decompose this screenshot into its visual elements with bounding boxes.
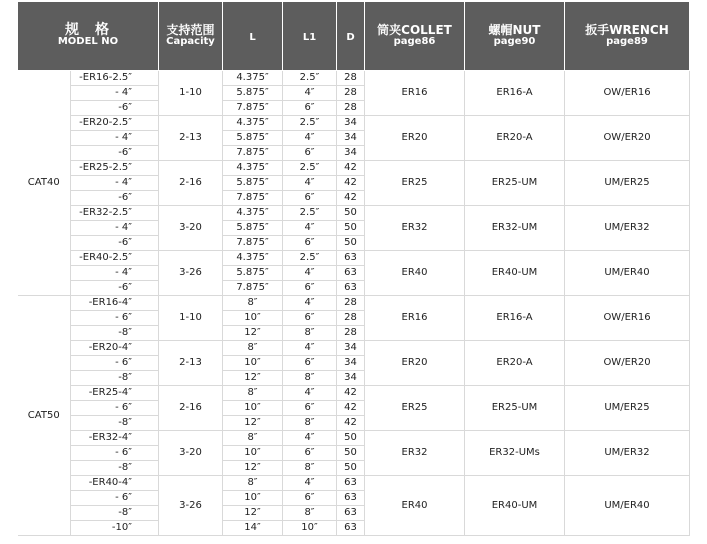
l1-cell: 6″ <box>283 446 337 461</box>
model-cell: -ER32-4″ <box>71 431 159 446</box>
d-cell: 63 <box>337 506 365 521</box>
d-cell: 28 <box>337 311 365 326</box>
header-wrench-cn: 扳手WRENCH <box>585 23 669 37</box>
table-row <box>18 296 690 311</box>
nut-cell: ER25-UM <box>465 386 565 431</box>
l-cell: 8″ <box>223 431 283 446</box>
header-capacity <box>159 2 223 71</box>
model-cell: - 4″ <box>71 221 159 236</box>
capacity-cell: 2-16 <box>159 386 223 431</box>
l1-cell: 8″ <box>283 416 337 431</box>
wrench-cell: OW/ER20 <box>565 116 690 161</box>
l1-cell: 4″ <box>283 431 337 446</box>
wrench-cell: UM/ER32 <box>565 206 690 251</box>
wrench-cell: UM/ER25 <box>565 161 690 206</box>
d-cell: 63 <box>337 521 365 536</box>
model-cell: -ER16-2.5″ <box>71 71 159 86</box>
header-wrench <box>565 2 690 71</box>
table-row <box>18 341 690 356</box>
nut-cell: ER32-UM <box>465 206 565 251</box>
table-row <box>18 116 690 131</box>
l1-cell: 4″ <box>283 86 337 101</box>
capacity-cell: 1-10 <box>159 71 223 116</box>
collet-cell: ER20 <box>365 116 465 161</box>
l1-cell: 8″ <box>283 506 337 521</box>
l-cell: 8″ <box>223 296 283 311</box>
l1-cell: 6″ <box>283 491 337 506</box>
table-row <box>18 476 690 491</box>
wrench-cell: OW/ER16 <box>565 296 690 341</box>
d-cell: 50 <box>337 431 365 446</box>
capacity-cell: 2-16 <box>159 161 223 206</box>
l-cell: 7.875″ <box>223 191 283 206</box>
l1-cell: 4″ <box>283 386 337 401</box>
l-cell: 8″ <box>223 386 283 401</box>
d-cell: 63 <box>337 251 365 266</box>
header-nut-en: page90 <box>493 36 536 47</box>
l-cell: 10″ <box>223 446 283 461</box>
d-cell: 34 <box>337 131 365 146</box>
d-cell: 34 <box>337 341 365 356</box>
collet-cell: ER40 <box>365 476 465 536</box>
model-cell: -6″ <box>71 146 159 161</box>
header-model <box>18 2 159 71</box>
l-cell: 10″ <box>223 311 283 326</box>
d-cell: 63 <box>337 491 365 506</box>
d-cell: 50 <box>337 236 365 251</box>
spec-table-container <box>17 1 690 536</box>
d-cell: 42 <box>337 191 365 206</box>
model-cell: -ER32-2.5″ <box>71 206 159 221</box>
l-cell: 4.375″ <box>223 116 283 131</box>
model-cell: -8″ <box>71 371 159 386</box>
model-cell: - 4″ <box>71 131 159 146</box>
l1-cell: 6″ <box>283 146 337 161</box>
header-nut-cn: 螺帽NUT <box>488 23 541 37</box>
collet-cell: ER20 <box>365 341 465 386</box>
capacity-cell: 3-20 <box>159 431 223 476</box>
model-cell: -ER40-4″ <box>71 476 159 491</box>
model-cell: -ER16-4″ <box>71 296 159 311</box>
l-cell: 12″ <box>223 461 283 476</box>
l1-cell: 2.5″ <box>283 71 337 86</box>
l-cell: 5.875″ <box>223 266 283 281</box>
l-cell: 4.375″ <box>223 71 283 86</box>
d-cell: 42 <box>337 416 365 431</box>
collet-cell: ER16 <box>365 71 465 116</box>
model-cell: -8″ <box>71 416 159 431</box>
l1-cell: 6″ <box>283 191 337 206</box>
header-collet-en: page86 <box>393 36 436 47</box>
model-cell: - 4″ <box>71 176 159 191</box>
collet-cell: ER25 <box>365 386 465 431</box>
l1-cell: 8″ <box>283 461 337 476</box>
d-cell: 63 <box>337 281 365 296</box>
nut-cell: ER16-A <box>465 71 565 116</box>
capacity-cell: 3-20 <box>159 206 223 251</box>
nut-cell: ER20-A <box>465 116 565 161</box>
d-cell: 28 <box>337 326 365 341</box>
model-cell: - 6″ <box>71 401 159 416</box>
l-cell: 8″ <box>223 476 283 491</box>
d-cell: 50 <box>337 206 365 221</box>
wrench-cell: UM/ER25 <box>565 386 690 431</box>
l-cell: 7.875″ <box>223 236 283 251</box>
model-cell: - 6″ <box>71 356 159 371</box>
collet-cell: ER40 <box>365 251 465 296</box>
header-nut <box>465 2 565 71</box>
l-cell: 14″ <box>223 521 283 536</box>
l1-cell: 4″ <box>283 221 337 236</box>
collet-cell: ER32 <box>365 206 465 251</box>
l1-cell: 4″ <box>283 131 337 146</box>
wrench-cell: OW/ER16 <box>565 71 690 116</box>
header-row <box>18 2 690 71</box>
nut-cell: ER25-UM <box>465 161 565 206</box>
l1-cell: 2.5″ <box>283 206 337 221</box>
d-cell: 50 <box>337 221 365 236</box>
header-model-en: MODEL NO <box>57 36 119 47</box>
header-l1 <box>283 2 337 71</box>
table-row <box>18 161 690 176</box>
model-cell: -ER20-4″ <box>71 341 159 356</box>
table-row <box>18 251 690 266</box>
model-cell: - 4″ <box>71 86 159 101</box>
d-cell: 34 <box>337 371 365 386</box>
table-header <box>18 2 690 71</box>
nut-cell: ER32-UMs <box>465 431 565 476</box>
header-model-cn: 规格 <box>65 22 125 38</box>
capacity-cell: 3-26 <box>159 476 223 536</box>
l1-cell: 8″ <box>283 371 337 386</box>
l-cell: 12″ <box>223 416 283 431</box>
d-cell: 28 <box>337 101 365 116</box>
l1-cell: 2.5″ <box>283 116 337 131</box>
l1-cell: 4″ <box>283 266 337 281</box>
model-cell: -6″ <box>71 281 159 296</box>
l1-cell: 4″ <box>283 296 337 311</box>
l-cell: 10″ <box>223 401 283 416</box>
d-cell: 42 <box>337 161 365 176</box>
wrench-cell: UM/ER32 <box>565 431 690 476</box>
nut-cell: ER40-UM <box>465 251 565 296</box>
d-cell: 50 <box>337 461 365 476</box>
model-cell: - 6″ <box>71 491 159 506</box>
capacity-cell: 2-13 <box>159 341 223 386</box>
l-cell: 7.875″ <box>223 146 283 161</box>
l1-cell: 8″ <box>283 326 337 341</box>
d-cell: 63 <box>337 476 365 491</box>
d-cell: 63 <box>337 266 365 281</box>
header-capacity-cn: 支持范围 <box>166 23 215 37</box>
header-d-label: D <box>346 31 355 43</box>
l-cell: 5.875″ <box>223 176 283 191</box>
model-cell: -6″ <box>71 101 159 116</box>
d-cell: 42 <box>337 401 365 416</box>
l-cell: 10″ <box>223 356 283 371</box>
header-collet-cn: 筒夹COLLET <box>377 23 452 37</box>
collet-cell: ER16 <box>365 296 465 341</box>
l1-cell: 6″ <box>283 236 337 251</box>
d-cell: 28 <box>337 86 365 101</box>
model-cell: - 6″ <box>71 446 159 461</box>
d-cell: 28 <box>337 296 365 311</box>
l-cell: 12″ <box>223 371 283 386</box>
header-capacity-en: Capacity <box>166 36 215 47</box>
nut-cell: ER16-A <box>465 296 565 341</box>
header-l-label: L <box>249 31 256 43</box>
model-cell: -8″ <box>71 506 159 521</box>
header-collet <box>365 2 465 71</box>
table-row <box>18 71 690 86</box>
l-cell: 5.875″ <box>223 86 283 101</box>
l-cell: 5.875″ <box>223 131 283 146</box>
collet-cell: ER32 <box>365 431 465 476</box>
model-cell: -6″ <box>71 191 159 206</box>
collet-cell: ER25 <box>365 161 465 206</box>
l-cell: 4.375″ <box>223 161 283 176</box>
model-cell: - 4″ <box>71 266 159 281</box>
wrench-cell: UM/ER40 <box>565 476 690 536</box>
nut-cell: ER40-UM <box>465 476 565 536</box>
l-cell: 7.875″ <box>223 281 283 296</box>
capacity-cell: 1-10 <box>159 296 223 341</box>
l-cell: 8″ <box>223 341 283 356</box>
table-row <box>18 431 690 446</box>
model-cell: -ER25-2.5″ <box>71 161 159 176</box>
l1-cell: 6″ <box>283 101 337 116</box>
model-cell: -ER20-2.5″ <box>71 116 159 131</box>
l1-cell: 2.5″ <box>283 251 337 266</box>
d-cell: 42 <box>337 386 365 401</box>
d-cell: 34 <box>337 116 365 131</box>
d-cell: 50 <box>337 446 365 461</box>
table-row <box>18 386 690 401</box>
d-cell: 28 <box>337 71 365 86</box>
l-cell: 7.875″ <box>223 101 283 116</box>
l1-cell: 6″ <box>283 311 337 326</box>
nut-cell: ER20-A <box>465 341 565 386</box>
model-cell: -8″ <box>71 326 159 341</box>
l1-cell: 4″ <box>283 341 337 356</box>
spec-table <box>17 1 690 536</box>
d-cell: 34 <box>337 356 365 371</box>
l-cell: 12″ <box>223 326 283 341</box>
wrench-cell: OW/ER20 <box>565 341 690 386</box>
l-cell: 5.875″ <box>223 221 283 236</box>
model-cell: -6″ <box>71 236 159 251</box>
l1-cell: 2.5″ <box>283 161 337 176</box>
model-cell: -8″ <box>71 461 159 476</box>
l1-cell: 4″ <box>283 176 337 191</box>
wrench-cell: UM/ER40 <box>565 251 690 296</box>
capacity-cell: 2-13 <box>159 116 223 161</box>
model-cell: -ER40-2.5″ <box>71 251 159 266</box>
group-name-cell: CAT40 <box>18 71 71 296</box>
model-cell: -10″ <box>71 521 159 536</box>
d-cell: 42 <box>337 176 365 191</box>
header-l1-label: L1 <box>302 31 317 43</box>
header-wrench-en: page89 <box>606 36 648 47</box>
l-cell: 4.375″ <box>223 206 283 221</box>
l-cell: 10″ <box>223 491 283 506</box>
capacity-cell: 3-26 <box>159 251 223 296</box>
model-cell: -ER25-4″ <box>71 386 159 401</box>
l1-cell: 6″ <box>283 356 337 371</box>
l-cell: 4.375″ <box>223 251 283 266</box>
table-body <box>18 71 690 536</box>
l1-cell: 10″ <box>283 521 337 536</box>
l1-cell: 6″ <box>283 281 337 296</box>
header-d <box>337 2 365 71</box>
d-cell: 34 <box>337 146 365 161</box>
l1-cell: 6″ <box>283 401 337 416</box>
table-row <box>18 206 690 221</box>
l1-cell: 4″ <box>283 476 337 491</box>
l-cell: 12″ <box>223 506 283 521</box>
model-cell: - 6″ <box>71 311 159 326</box>
header-l <box>223 2 283 71</box>
group-name-cell: CAT50 <box>18 296 71 536</box>
